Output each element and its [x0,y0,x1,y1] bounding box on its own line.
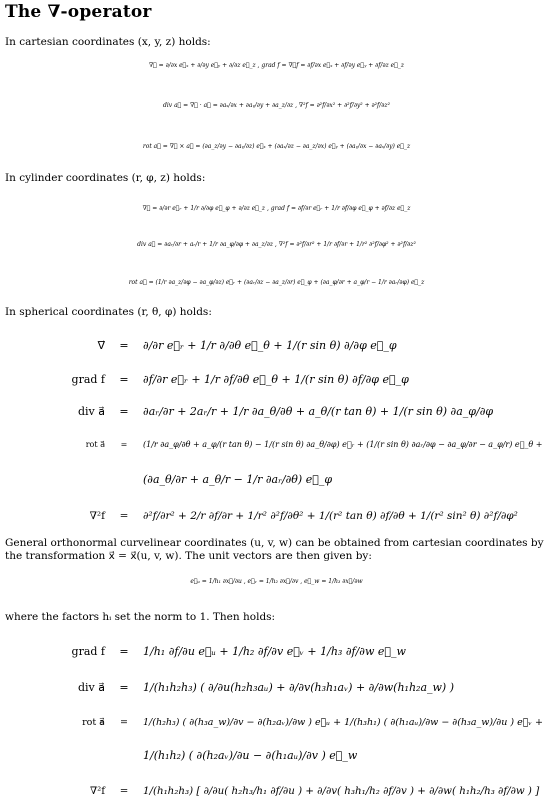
unit-vectors: e⃗ᵤ = 1/h₁ ∂x⃗/∂u , e⃗ᵥ = 1/h₂ ∂x⃗/∂v , e⃗_w = 1/h₃ ∂x⃗/∂w [190,578,363,585]
spherical-rot-continued: (∂a_θ/∂r + a_θ/r − 1/r ∂aᵣ/∂θ) e⃗_φ [143,473,333,486]
equation-rhs: ∂/∂r e⃗ᵣ + 1/r ∂/∂θ e⃗_θ + 1/(r sin θ) ∂/∂φ e⃗_φ [143,339,397,352]
cylinder-div-laplace: div a⃗ = ∂aᵣ/∂r + aᵣ/r + 1/r ∂a_φ/∂φ + ∂a_z/∂z , ∇²f = ∂²f/∂r² + 1/r ∂f/∂r + 1/r² ∂²f/∂φ² + ∂²f/∂z² [137,241,416,248]
general-laplace [45,785,539,797]
cylinder-nabla-grad: ∇⃗ = ∂/∂r e⃗ᵣ + 1/r ∂/∂φ e⃗_φ + ∂/∂z e⃗_z , grad f = ∂f/∂r e⃗ᵣ + 1/r ∂f/∂φ e⃗_φ + ∂f/∂z e⃗_z [142,205,411,212]
equals-sign: = [120,717,128,728]
general-coordinates-text: General orthonormal curvelinear coordinates (u, v, w) can be obtained from cartesian coordinates by the transformation x⃗ = x⃗(u, v, w). The unit vectors are then given by: [5,537,544,562]
spherical-rot [45,440,542,449]
equation-rhs: 1/(h₂h₃) ( ∂(h₃a_w)/∂v − ∂(h₂aᵥ)/∂w ) e⃗ᵤ + 1/(h₃h₁) ( ∂(h₁aᵤ)/∂w − ∂(h₃a_w)/∂u ) e⃗ᵥ + [143,717,543,728]
equals-sign: = [119,681,129,694]
equals-sign: = [119,785,129,797]
spherical-grad [45,373,409,386]
equation-lhs: ∇⃗ [97,339,105,352]
spherical-laplace [45,510,518,522]
equation-lhs: rot a⃗ [85,440,105,449]
equation-rhs: 1/h₁ ∂f/∂u e⃗ᵤ + 1/h₂ ∂f/∂v e⃗ᵥ + 1/h₃ ∂f/∂w e⃗_w [143,645,406,658]
cartesian-nabla-grad: ∇⃗ = ∂/∂x e⃗ₓ + ∂/∂y e⃗ᵧ + ∂/∂z e⃗_z , grad f = ∇⃗f = ∂f/∂x e⃗ₓ + ∂f/∂y e⃗ᵧ + ∂f/∂z e⃗_z [148,62,404,69]
general-rot [45,717,543,728]
factors-text: where the factors hᵢ set the norm to 1. Then holds: [5,611,276,623]
equals-sign: = [120,440,128,449]
equation-lhs: div a⃗ [77,405,105,418]
equation-rhs: ∂aᵣ/∂r + 2aᵣ/r + 1/r ∂a_θ/∂θ + a_θ/(r tan θ) + 1/(r sin θ) ∂a_φ/∂φ [143,405,494,418]
equals-sign: = [119,373,129,386]
cylinder-intro: In cylinder coordinates (r, φ, z) holds: [5,172,206,184]
equation-lhs: grad f [71,645,105,658]
equation-lhs: ∇²f [89,510,105,522]
equation-rhs: 1/(h₁h₂h₃) [ ∂/∂u( h₂h₃/h₁ ∂f/∂u ) + ∂/∂v( h₃h₁/h₂ ∂f/∂v ) + ∂/∂w( h₁h₂/h₃ ∂f/∂w ) ] [143,785,540,797]
equals-sign: = [119,339,129,352]
page-title: The ∇-operator [5,2,152,22]
general-rot-continued: 1/(h₁h₂) ( ∂(h₂aᵥ)/∂u − ∂(h₁aᵤ)/∂v ) e⃗_w [143,749,358,762]
cartesian-div-laplace: div a⃗ = ∇⃗ · a⃗ = ∂aₓ/∂x + ∂aᵧ/∂y + ∂a_z/∂z , ∇²f = ∂²f/∂x² + ∂²f/∂y² + ∂²f/∂z² [163,102,390,109]
equation-rhs: ∂²f/∂r² + 2/r ∂f/∂r + 1/r² ∂²f/∂θ² + 1/(r² tan θ) ∂f/∂θ + 1/(r² sin² θ) ∂²f/∂φ² [143,510,518,522]
equals-sign: = [119,510,129,522]
cylinder-rot: rot a⃗ = (1/r ∂a_z/∂φ − ∂a_φ/∂z) e⃗ᵣ + (∂aᵣ/∂z − ∂a_z/∂r) e⃗_φ + (∂a_φ/∂r + a_φ/r − 1/r ∂aᵣ/∂φ) e⃗_z [128,279,425,286]
equation-lhs: div a⃗ [77,681,105,694]
equation-rhs: 1/(h₁h₂h₃) ( ∂/∂u(h₂h₃aᵤ) + ∂/∂v(h₃h₁aᵥ) + ∂/∂w(h₁h₂a_w) ) [143,681,455,694]
spherical-div [45,405,493,418]
general-grad [45,645,406,658]
cartesian-intro: In cartesian coordinates (x, y, z) holds: [5,36,211,48]
spherical-nabla [45,339,397,352]
equation-lhs: rot a⃗ [82,717,105,728]
cartesian-rot: rot a⃗ = ∇⃗ × a⃗ = (∂a_z/∂y − ∂aᵧ/∂z) e⃗ₓ + (∂aₓ/∂z − ∂a_z/∂x) e⃗ᵧ + (∂aᵧ/∂x − ∂aₓ/∂y) e⃗_z [142,143,411,150]
equation-lhs: grad f [71,373,105,386]
equation-rhs: (1/r ∂a_φ/∂θ + a_φ/(r tan θ) − 1/(r sin θ) ∂a_θ/∂φ) e⃗ᵣ + (1/(r sin θ) ∂aᵣ/∂φ − ∂a_φ/∂r − a_φ/r) e⃗_θ + [143,440,543,449]
equation-rhs: ∂f/∂r e⃗ᵣ + 1/r ∂f/∂θ e⃗_θ + 1/(r sin θ) ∂f/∂φ e⃗_φ [143,373,409,386]
equation-lhs: ∇²f [89,785,105,797]
equals-sign: = [119,645,129,658]
equals-sign: = [119,405,129,418]
spherical-intro: In spherical coordinates (r, θ, φ) holds: [5,306,212,318]
general-div [45,681,454,694]
